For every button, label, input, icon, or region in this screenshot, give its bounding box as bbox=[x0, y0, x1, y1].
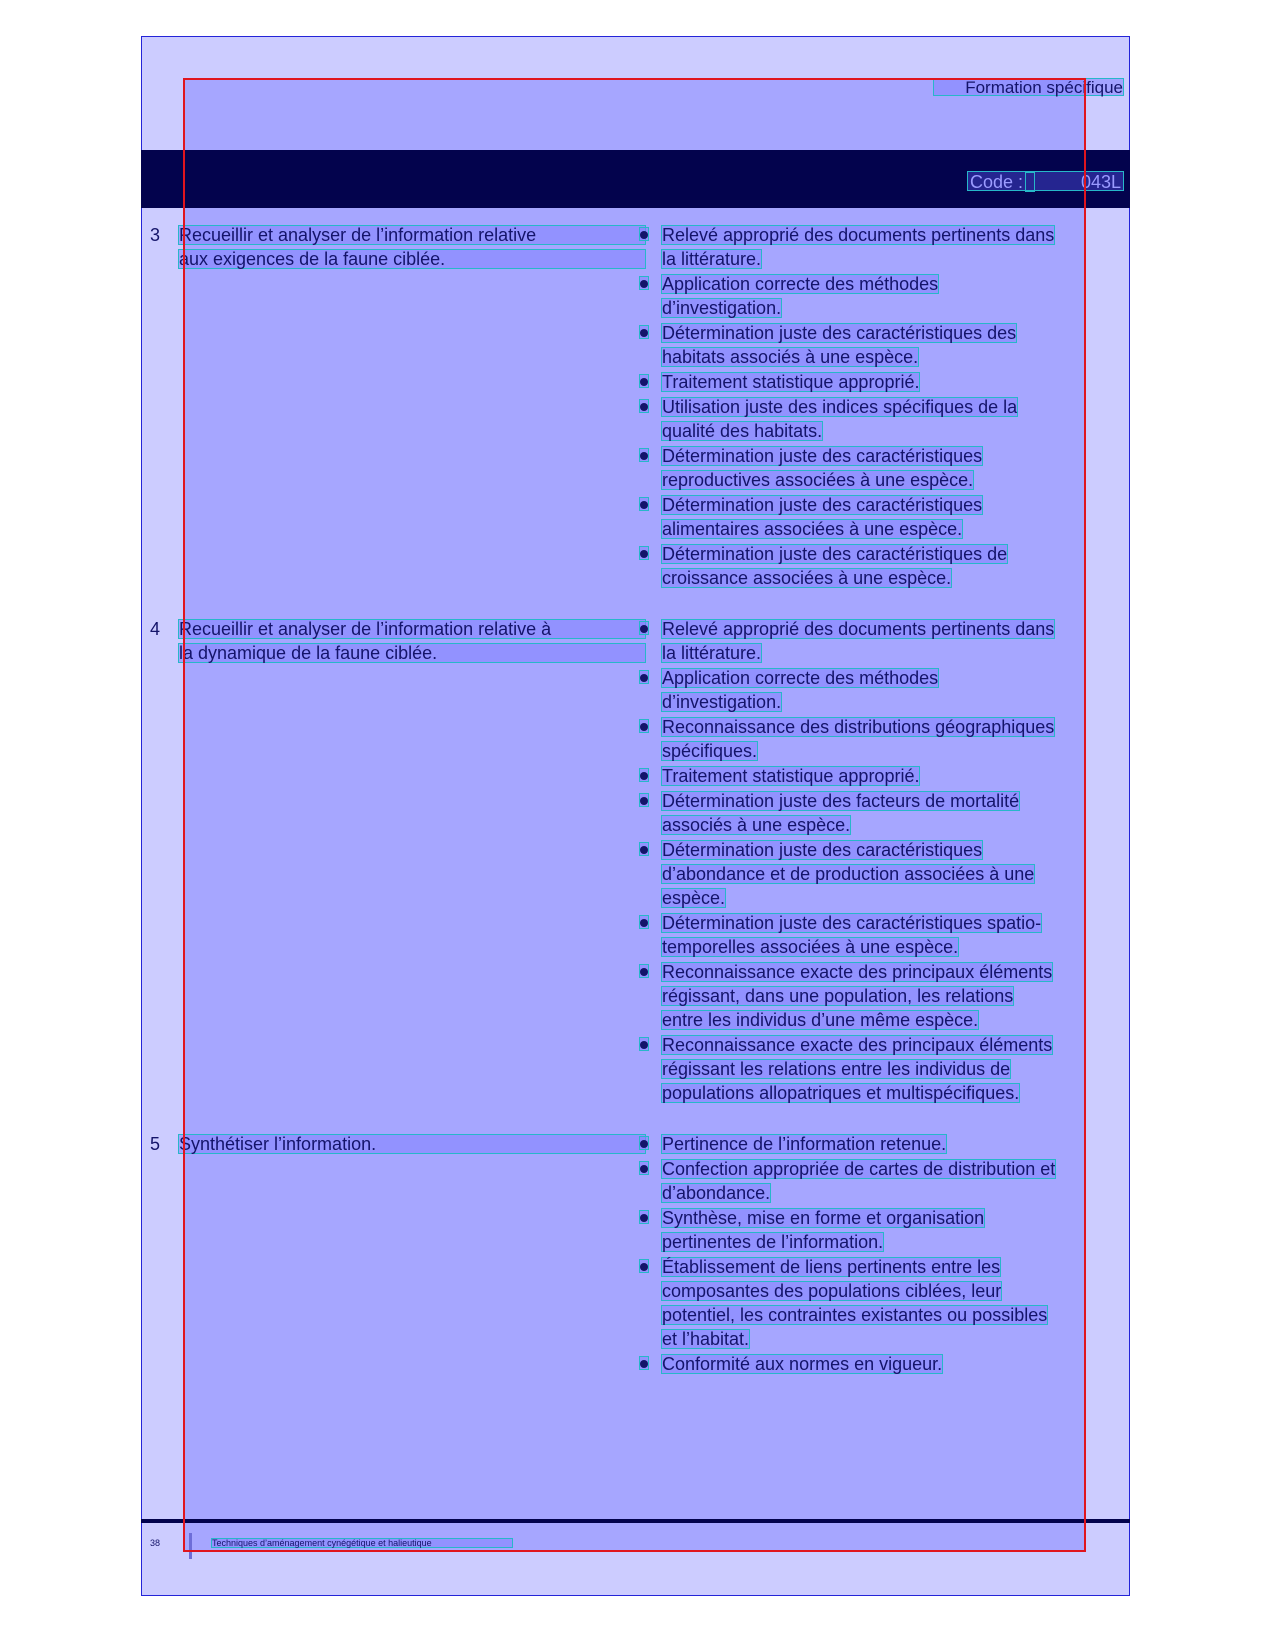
criterion-line: régissant, dans une population, les relations bbox=[662, 986, 1014, 1006]
criterion-line: Détermination juste des caractéristiques bbox=[662, 495, 983, 515]
criterion-line: Relevé approprié des documents pertinents dans bbox=[662, 619, 1055, 639]
criterion-line: potentiel, les contraintes existantes ou possibles bbox=[662, 1305, 1048, 1325]
competency-title-line: la dynamique de la faune ciblée. bbox=[178, 643, 646, 663]
criterion-line: Traitement statistique approprié. bbox=[662, 766, 920, 786]
criterion-line: régissant les relations entre les individus de bbox=[662, 1059, 1011, 1079]
criterion-line: la littérature. bbox=[662, 643, 762, 663]
criterion-line: espèce. bbox=[662, 888, 726, 908]
criterion-line: et l’habitat. bbox=[662, 1329, 750, 1349]
page-number: 38 bbox=[150, 1538, 161, 1548]
criterion-line: Détermination juste des caractéristiques bbox=[662, 840, 983, 860]
competency-title-line: Recueillir et analyser de l’information relative à bbox=[178, 619, 646, 639]
criterion-line: d’abondance. bbox=[662, 1183, 771, 1203]
criterion-line: qualité des habitats. bbox=[662, 421, 823, 441]
criterion-line: Établissement de liens pertinents entre les bbox=[662, 1257, 1001, 1277]
footer-program-title: Techniques d’aménagement cynégétique et halieutique bbox=[211, 1538, 513, 1548]
criterion-line: composantes des populations ciblées, leur bbox=[662, 1281, 1002, 1301]
code-value: 043L bbox=[1080, 172, 1121, 192]
criterion-line: Détermination juste des facteurs de mortalité bbox=[662, 791, 1020, 811]
criterion-line: Synthèse, mise en forme et organisation bbox=[662, 1208, 985, 1228]
criterion-line: Reconnaissance des distributions géographiques bbox=[662, 717, 1055, 737]
competency-title-line: Recueillir et analyser de l’information relative bbox=[178, 225, 646, 245]
criterion-line: entre les individus d’une même espèce. bbox=[662, 1010, 979, 1030]
criterion-line: croissance associées à une espèce. bbox=[662, 568, 952, 588]
criterion-line: Confection appropriée de cartes de distribution et bbox=[662, 1159, 1056, 1179]
code-label: Code : bbox=[970, 172, 1024, 192]
criterion-line: Détermination juste des caractéristiques spatio- bbox=[662, 913, 1042, 933]
criterion-line: Application correcte des méthodes bbox=[662, 274, 939, 294]
criterion-line: pertinentes de l’information. bbox=[662, 1232, 884, 1252]
criterion-line: d’investigation. bbox=[662, 692, 782, 712]
criterion-line: habitats associés à une espèce. bbox=[662, 347, 919, 367]
criterion-line: Utilisation juste des indices spécifiques de la bbox=[662, 397, 1018, 417]
section-number: 5 bbox=[150, 1134, 161, 1154]
section-number: 4 bbox=[150, 619, 161, 639]
criterion-line: Reconnaissance exacte des principaux éléments bbox=[662, 1035, 1053, 1055]
criterion-line: d’abondance et de production associées à une bbox=[662, 864, 1035, 884]
criterion-line: Reconnaissance exacte des principaux éléments bbox=[662, 962, 1053, 982]
criterion-line: alimentaires associées à une espèce. bbox=[662, 519, 963, 539]
criterion-line: d’investigation. bbox=[662, 298, 782, 318]
criterion-line: Détermination juste des caractéristiques de bbox=[662, 544, 1008, 564]
competency-title-line: aux exigences de la faune ciblée. bbox=[178, 249, 646, 269]
criterion-line: Traitement statistique approprié. bbox=[662, 372, 920, 392]
criterion-line: la littérature. bbox=[662, 249, 762, 269]
criterion-line: Détermination juste des caractéristiques bbox=[662, 446, 983, 466]
criterion-line: Application correcte des méthodes bbox=[662, 668, 939, 688]
criterion-line: Pertinence de l’information retenue. bbox=[662, 1134, 947, 1154]
criterion-line: spécifiques. bbox=[662, 741, 758, 761]
competency-title-line: Synthétiser l’information. bbox=[178, 1134, 646, 1154]
section-number: 3 bbox=[150, 225, 161, 245]
criterion-line: populations allopatriques et multispécifiques. bbox=[662, 1083, 1020, 1103]
criterion-line: temporelles associées à une espèce. bbox=[662, 937, 959, 957]
annotation-frame bbox=[183, 78, 1086, 1552]
criterion-line: reproductives associées à une espèce. bbox=[662, 470, 974, 490]
criterion-line: Détermination juste des caractéristiques des bbox=[662, 323, 1017, 343]
criterion-line: associés à une espèce. bbox=[662, 815, 851, 835]
program-label: Formation spécifique bbox=[933, 78, 1124, 96]
criterion-line: Conformité aux normes en vigueur. bbox=[662, 1354, 943, 1374]
criterion-line: Relevé approprié des documents pertinents dans bbox=[662, 225, 1055, 245]
